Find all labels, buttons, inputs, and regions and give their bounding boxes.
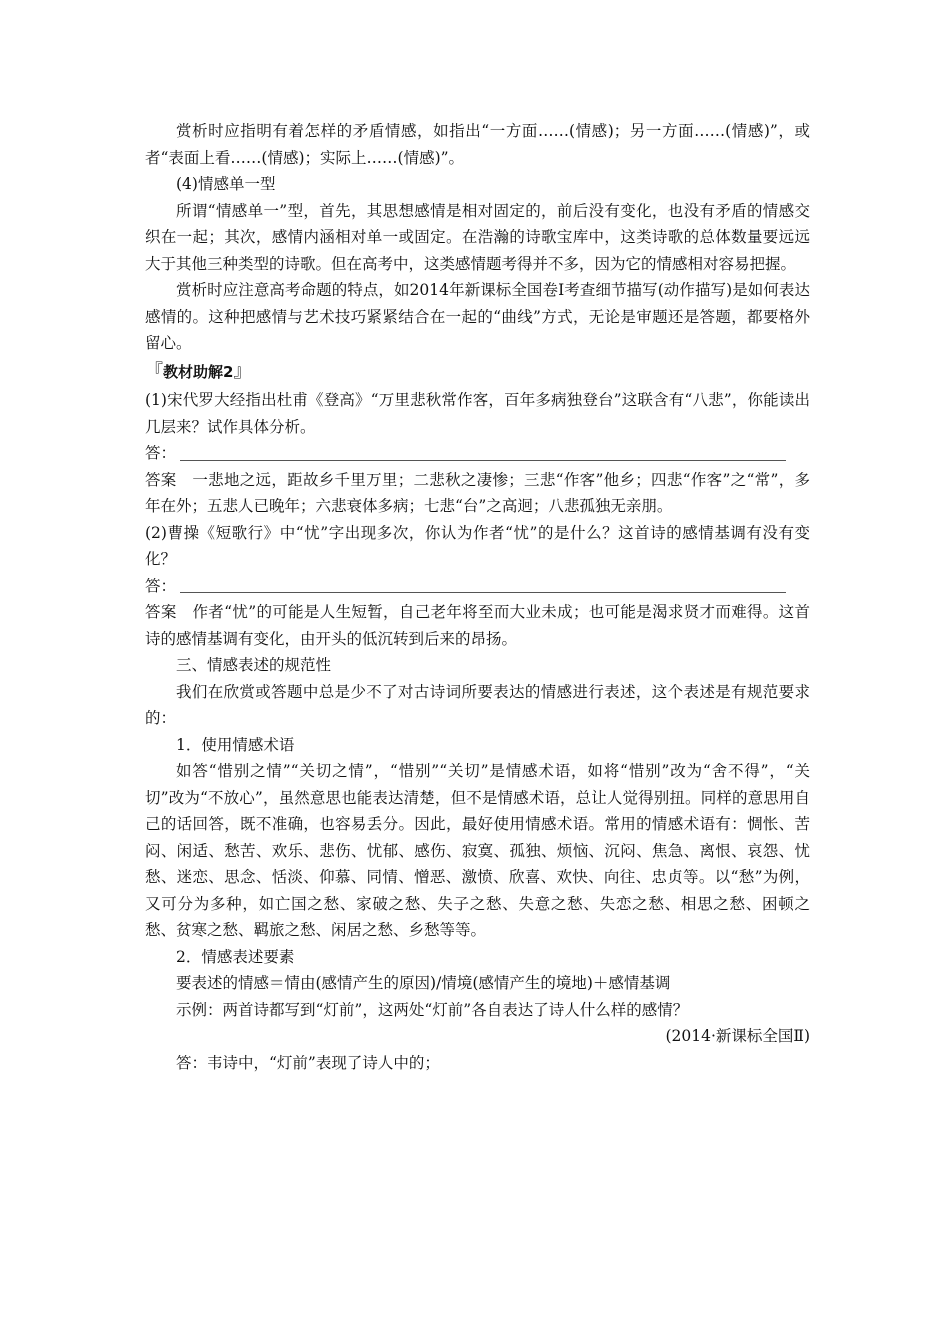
paragraph-emotion-terms: 如答“惜别之情”“关切之情”，“惜别”“关切”是情感术语，如将“惜别”改为“舍不得”，“关切”改为“不放心”，虽然意思也能表达清楚，但不是情感术语，总让人觉得别扭。同样的意思用自己的话回答，既不准确，也容易丢分。因此，最好使用情感术语。常用的情感术语有：惆怅、苦闷、闲适、愁苦、欢乐、悲伤、忧郁、感伤、寂寞、孤独、烦恼、沉闷、焦急、离恨、哀怨、忧愁、迷恋、思念、恬淡、仰慕、同情、憎恶、激愤、欣喜、欢快、向往、忠贞等。以“愁”为例，又可分为多种，如亡国之愁、家破之愁、失子之愁、失意之愁、失恋之愁、相思之愁、困顿之愁、贫寒之愁、羁旅之愁、闲居之愁、乡愁等等。	[145, 762, 810, 939]
answer-1: 答案 一悲地之远，距故乡千里万里；二悲秋之凄惨；三悲“作客”他乡；四悲“作客”之“常”，多年在外；五悲人已晚年；六悲衰体多病；七悲“台”之高迥；八悲孤独无亲朋。	[145, 470, 810, 515]
bracket-open: 『	[145, 360, 163, 382]
heading-single-emotion-type: (4)情感单一型	[176, 175, 276, 193]
question-2: (2)曹操《短歌行》中“忧”字出现多次，你认为作者“忧”的是什么？这首诗的感情基调有没有变化？	[145, 523, 810, 568]
paragraph-contradiction-analysis: 赏析时应指明有着怎样的矛盾情感，如指出“一方面……(情感)；另一方面……(情感)”，或者“表面上看……(情感)；实际上……(情感)”。	[145, 122, 810, 167]
answer-blank-rule	[180, 575, 786, 593]
textbook-help-title: 教材助解2	[163, 362, 234, 381]
answer-2: 答案 作者“忧”的可能是人生短暂，自己老年将至而大业未成；也可能是渴求贤才而难得。这首诗的感情基调有变化，由开头的低沉转到后来的昂扬。	[145, 603, 810, 648]
answer-line-2	[145, 573, 810, 600]
textbook-help-label	[145, 359, 810, 386]
subheading-expression-elements: 2．情感表述要素	[176, 947, 295, 966]
paragraph-exam-note: 赏析时应注意高考命题的特点，如2014年新课标全国卷Ⅰ考查细节描写(动作描写)是如何表达感情的。这种把感情与艺术技巧紧紧结合在一起的“曲线”方式，无论是审题还是答题，都要格外留心。	[145, 281, 810, 352]
example-source: (2014·新课标全国Ⅱ)	[665, 1027, 810, 1045]
section3-intro: 我们在欣赏或答题中总是少不了对古诗词所要表达的情感进行表述，这个表述是有规范要求的：	[145, 682, 810, 727]
paragraph-single-emotion: 所谓“情感单一”型，首先，其思想感情是相对固定的，前后没有变化，也没有矛盾的情感交织在一起；其次，感情内涵相对单一或固定。在浩瀚的诗歌宝库中，这类诗歌的总体数量要远远大于其他三种类型的诗歌。但在高考中，这类感情题考得并不多，因为它的情感相对容易把握。	[145, 201, 810, 273]
answer-blank-rule	[180, 443, 786, 461]
answer-line-1	[145, 440, 810, 467]
example-question: 示例：两首诗都写到“灯前”，这两处“灯前”各自表达了诗人什么样的感情？	[176, 1000, 689, 1019]
bracket-close: 』	[233, 360, 252, 382]
question-1: (1)宋代罗大经指出杜甫《登高》“万里悲秋常作客，百年多病独登台”这联含有“八悲”，你能读出几层来？试作具体分析。	[145, 391, 810, 436]
section-heading-3: 三、情感表述的规范性	[176, 656, 332, 674]
answer-prompt: 答：	[145, 444, 177, 462]
formula-line: 要表述的情感＝情由(感情产生的原因)/情境(感情产生的境地)＋感情基调	[176, 974, 671, 992]
subheading-emotion-terms: 1．使用情感术语	[176, 735, 295, 754]
example-answer-start: 答：韦诗中，“灯前”表现了诗人中的；	[176, 1053, 440, 1072]
answer-prompt: 答：	[145, 576, 177, 595]
document-page	[145, 118, 810, 1076]
